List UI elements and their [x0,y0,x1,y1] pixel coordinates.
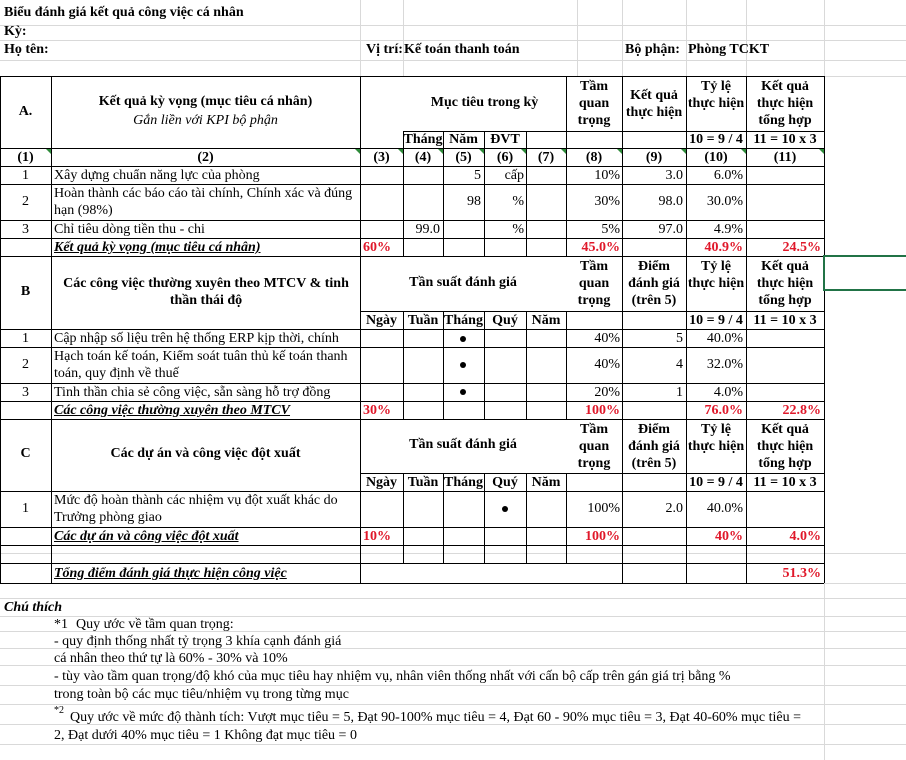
row-weight: 5% [601,222,620,237]
row-score: 1 [676,385,683,400]
col-year: Năm [531,475,561,490]
col-quarter: Quý [492,313,518,328]
total-formula: 11 = 10 x 3 [753,132,817,147]
section-b-heading: Các công việc thường xuyên theo MTCV & tinh thần thái độ [63,276,349,308]
col-number: (7) [537,150,555,165]
summary-weight: 100% [585,529,620,544]
note-2-mark: *2 [54,705,64,716]
col-year: Năm [449,132,478,147]
col-week: Tuần [407,475,439,490]
section-a-subheading: Gắn liền với KPI bộ phận [133,113,278,128]
row-ratio: 32.0% [706,357,743,372]
section-c-code: C [20,446,31,461]
row-no: 2 [22,357,29,372]
row-score: 5 [676,331,683,346]
row-no: 1 [22,331,29,346]
summary-total: 22.8% [782,403,821,418]
col-month: Tháng [444,313,483,328]
name-label: Họ tên: [4,42,49,57]
row-ratio: 30.0% [706,194,743,209]
summary-total: 4.0% [789,529,821,544]
col-number: (6) [496,150,514,165]
row-weight: 10% [594,168,620,183]
department-label: Bộ phận: [625,42,680,57]
ratio-heading: Tỷ lệ thực hiện [687,79,745,111]
col-month: Tháng [403,132,443,147]
summary-ratio: 76.0% [704,403,743,418]
frequency-mark [460,336,466,342]
ratio-formula: 10 = 9 / 4 [689,313,743,328]
position-label: Vị trí: [366,42,403,57]
ratio-formula: 10 = 9 / 4 [689,132,743,147]
row-no: 1 [22,501,29,516]
page-title: Biểu đánh giá kết quả công việc cá nhân [4,5,244,20]
col-day: Ngày [365,475,398,490]
row-score: 2.0 [665,501,683,516]
freq-heading: Tần suất đánh giá [409,437,517,452]
frequency-mark [460,362,466,368]
section-a-code: A. [18,104,33,119]
col-number: (10) [704,150,728,165]
row-weight: 30% [594,194,620,209]
total-heading: Kết quả thực hiện tổng hợp [756,259,814,308]
col-quarter: Quý [492,475,518,490]
summary-total: 24.5% [782,240,821,255]
col-year: Năm [531,313,561,328]
row-weight: 40% [594,331,620,346]
note-2-line: Quy ước về mức độ thành tích: Vượt mục tiêu = 5, Đạt 90-100% mục tiêu = 4, Đạt 60 - 90% mục tiêu = 3, Đạt 40-60% mục tiêu = [70,710,802,725]
row-ratio: 6.0% [713,168,743,183]
frequency-mark [460,389,466,395]
frequency-mark [502,506,508,512]
row-year: 5 [474,168,481,183]
target-heading: Mục tiêu trong kỳ [430,95,539,110]
summary-label: Các dự án và công việc đột xuất [54,529,239,544]
col-day: Ngày [365,313,398,328]
row-unit: % [512,222,524,237]
note-1-line: cá nhân theo thứ tự là 60% - 30% và 10% [54,651,288,666]
row-unit: cấp [504,168,524,183]
note-1-line: - tùy vào tầm quan trọng/độ khó của mục tiêu hay nhiệm vụ, nhân viên thống nhất với cấn bộ cấp trên gán giá trị bằng % [54,669,731,684]
col-number: (11) [773,150,797,165]
col-number: (4) [414,150,432,165]
freq-heading: Tần suất đánh giá [409,275,517,290]
row-desc: Tinh thần chia sẻ công việc, sẵn sàng hỗ trợ đồng [54,385,331,400]
weight-heading: Tầm quan trọng [577,79,611,128]
total-formula: 11 = 10 x 3 [753,475,817,490]
summary-share: 10% [363,529,391,544]
total-heading: Kết quả thực hiện tổng hợp [756,422,814,471]
col-number: (3) [373,150,390,165]
summary-label: Kết quả kỳ vọng (mục tiêu cá nhân) [54,240,261,255]
row-month: 99.0 [415,222,440,237]
col-number: (9) [645,150,663,165]
summary-share: 60% [363,240,391,255]
ratio-formula: 10 = 9 / 4 [689,475,743,490]
selected-cell[interactable] [823,255,906,291]
row-year: 98 [467,194,481,209]
note-1-line: trong toàn bộ các mục tiêu/nhiệm vụ trong từng mục [54,687,349,702]
row-ratio: 4.0% [713,385,743,400]
row-ratio: 40.0% [706,501,743,516]
summary-ratio: 40% [715,529,743,544]
ratio-heading: Tỷ lệ thực hiện [687,259,745,291]
summary-ratio: 40.9% [704,240,743,255]
row-desc: Xây dựng chuẩn năng lực của phòng [54,168,260,183]
col-week: Tuần [407,313,439,328]
period-label: Kỳ: [4,24,27,39]
score-heading: Điểm đánh giá (trên 5) [628,422,680,471]
row-no: 3 [22,222,29,237]
note-1-title: Quy ước về tầm quan trọng: [76,617,234,632]
summary-weight: 100% [585,403,620,418]
note-1-mark: *1 [54,617,68,632]
weight-heading: Tầm quan trọng [577,422,611,471]
position-value: Kế toán thanh toán [404,42,520,57]
row-desc: Hạch toán kế toán, Kiểm soát tuân thủ kế toán thanh toán, quy định về thuế [54,349,348,381]
grand-total-value: 51.3% [782,566,821,581]
note-2-line: 2, Đạt dưới 40% mục tiêu = 1 Không đạt mục tiêu = 0 [54,728,357,743]
total-formula: 11 = 10 x 3 [753,313,817,328]
notes-heading: Chú thích [4,600,62,615]
row-unit: % [512,194,524,209]
col-number: (1) [17,150,34,165]
row-result: 3.0 [665,168,683,183]
row-result: 97.0 [658,222,683,237]
row-result: 98.0 [658,194,683,209]
section-b-code: B [20,284,31,299]
section-c-heading: Các dự án và công việc đột xuất [110,446,301,461]
row-desc: Chỉ tiêu dòng tiền thu - chi [54,222,205,237]
score-heading: Điểm đánh giá (trên 5) [628,259,680,308]
note-1-line: - quy định thống nhất tỷ trọng 3 khía cạnh đánh giá [54,634,342,649]
row-ratio: 4.9% [713,222,743,237]
summary-weight: 45.0% [581,240,620,255]
section-a-heading: Kết quả kỳ vọng (mục tiêu cá nhân) [98,94,313,109]
col-number: (2) [197,150,214,165]
row-desc: Mức độ hoàn thành các nhiệm vụ đột xuất khác do Trưởng phòng giao [54,493,338,525]
col-number: (8) [585,150,603,165]
row-score: 4 [676,357,683,372]
row-no: 3 [22,385,29,400]
total-heading: Kết quả thực hiện tổng hợp [756,79,814,128]
col-number: (5) [455,150,472,165]
col-unit: ĐVT [490,132,520,147]
department-value: Phòng TCKT [688,42,770,57]
row-no: 1 [22,168,29,183]
weight-heading: Tầm quan trọng [577,259,611,308]
row-weight: 100% [587,501,620,516]
row-weight: 40% [594,357,620,372]
ratio-heading: Tỷ lệ thực hiện [687,422,745,454]
result-heading: Kết quả thực hiện [625,88,683,120]
summary-share: 30% [363,403,391,418]
col-month: Tháng [444,475,483,490]
row-desc: Hoàn thành các báo cáo tài chính, Chính xác và đúng hạn (98%) [54,186,353,218]
row-no: 2 [22,194,29,209]
row-ratio: 40.0% [706,331,743,346]
grand-total-label: Tổng điểm đánh giá thực hiện công việc [54,566,287,581]
row-desc: Cập nhập số liệu trên hệ thống ERP kịp thời, chính [54,331,339,346]
summary-label: Các công việc thường xuyên theo MTCV [54,403,291,418]
row-weight: 20% [594,385,620,400]
